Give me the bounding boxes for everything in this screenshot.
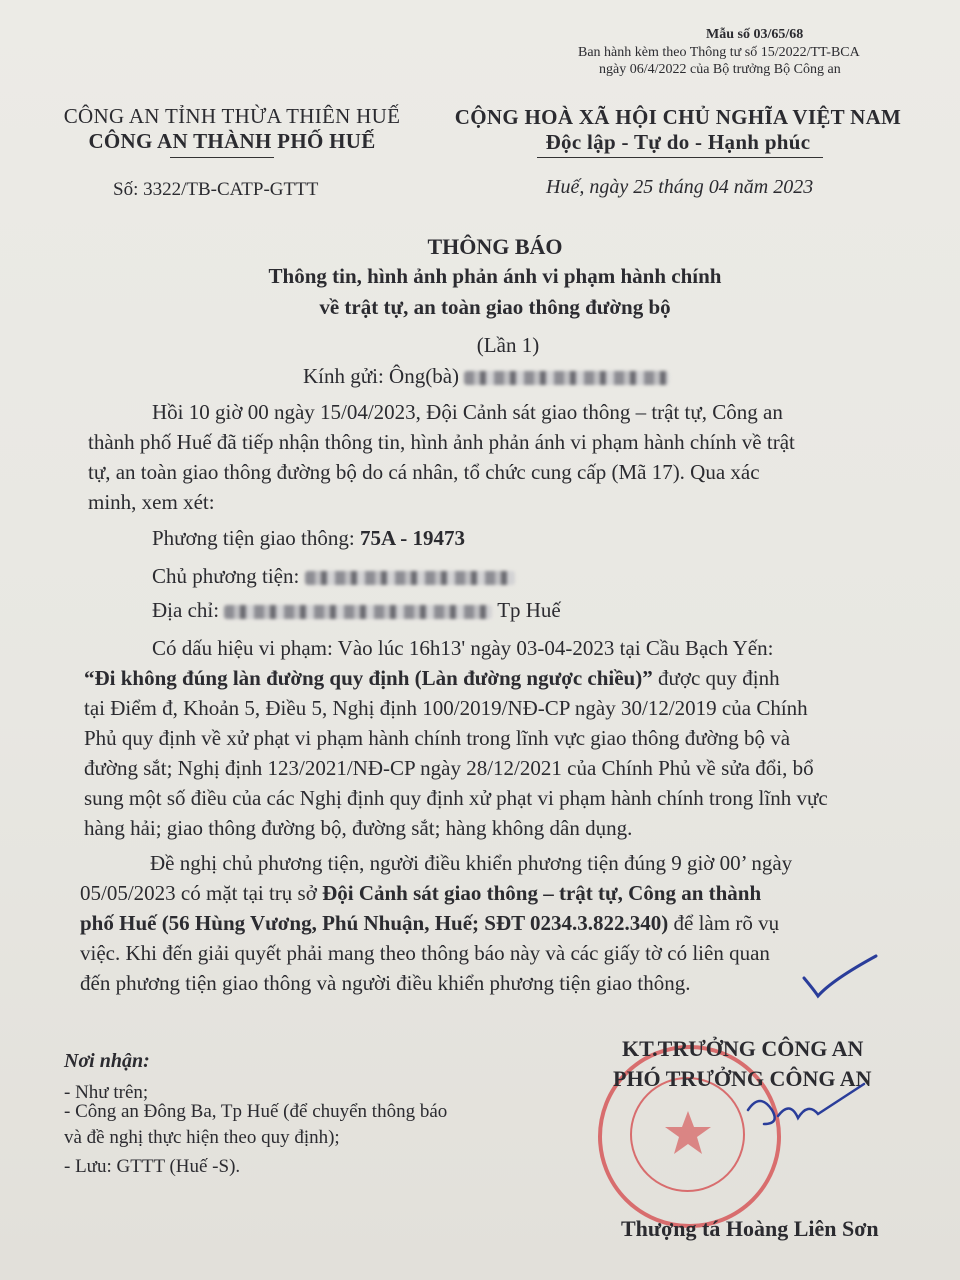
p1-line2: thành phố Huế đã tiếp nhận thông tin, hình ảnh phản ánh vi phạm hành chính về trật [88, 430, 795, 454]
violation-line4: Phủ quy định về xử phạt vi phạm hành chính trong lĩnh vực giao thông đường bộ và [84, 726, 791, 750]
violation-description: “Đi không đúng làn đường quy định (Làn đường ngược chiều)” [84, 666, 653, 690]
address-line [152, 595, 561, 626]
form-issued-line1: Ban hành kèm theo Thông tư số 15/2022/TT-BCA [578, 45, 860, 60]
form-number: Mẫu số 03/65/68 [706, 27, 804, 42]
agency-parent: CÔNG AN TỈNH THỪA THIÊN HUẾ [63, 104, 401, 128]
violation-line5: đường sắt; Nghị định 123/2021/NĐ-CP ngày 28/12/2021 của Chính Phủ về sửa đổi, bổ [84, 756, 814, 780]
nation-title: CỘNG HOÀ XÃ HỘI CHỦ NGHĨA VIỆT NAM [454, 105, 902, 129]
notice-round: (Lần 1) [476, 333, 540, 357]
request-line3 [80, 908, 779, 939]
p1-line1: Hồi 10 giờ 00 ngày 15/04/2023, Đội Cảnh sát giao thông – trật tự, Công an [152, 400, 783, 424]
recipient-item2: - Công an Đông Ba, Tp Huế (để chuyển thông báo [64, 1101, 448, 1122]
violation-line3: tại Điểm đ, Khoản 5, Điều 5, Nghị định 100/2019/NĐ-CP ngày 30/12/2019 của Chính [84, 696, 808, 720]
request-line2-a: 05/05/2023 có mặt tại trụ sở [80, 881, 323, 905]
request-office-address: phố Huế (56 Hùng Vương, Phú Nhuận, Huế; SĐT 0234.3.822.340) [80, 911, 669, 935]
violation-line6: sung một số điều của các Nghị định quy định xử phạt vi phạm hành chính trong lĩnh vực [84, 786, 828, 810]
addressee-line [303, 364, 669, 389]
agency-underline [170, 157, 274, 158]
doc-number: Số: 3322/TB-CATP-GTTT [113, 179, 319, 200]
recipient-item3: - Lưu: GTTT (Huế -S). [64, 1156, 241, 1177]
redacted-owner [305, 571, 515, 585]
request-line2 [80, 878, 761, 909]
vehicle-line [152, 523, 465, 554]
signer-name: Thượng tá Hoàng Liên Sơn [621, 1216, 879, 1241]
request-line5: đến phương tiện giao thông và người điều khiển phương tiện giao thông. [80, 971, 691, 995]
request-line4: việc. Khi đến giải quyết phải mang theo thông báo này và các giấy tờ có liên quan [80, 941, 770, 965]
redacted-name [464, 371, 669, 385]
agency-name: CÔNG AN THÀNH PHỐ HUẾ [88, 129, 376, 153]
seal-star-icon [664, 1109, 712, 1157]
redacted-address [224, 605, 492, 619]
addressee-label: Kính gửi: Ông(bà) [303, 364, 460, 388]
violation-line1: Có dấu hiệu vi phạm: Vào lúc 16h13' ngày 03-04-2023 tại Cầu Bạch Yến: [152, 636, 774, 660]
form-issued-line2: ngày 06/4/2022 của Bộ trưởng Bộ Công an [599, 62, 841, 77]
request-office: Đội Cảnh sát giao thông – trật tự, Công an thành [322, 881, 762, 905]
motto-underline [537, 157, 823, 158]
p1-line3: tự, an toàn giao thông đường bộ do cá nhân, tổ chức cung cấp (Mã 17). Qua xác [88, 460, 760, 484]
address-label: Địa chỉ: [152, 598, 225, 622]
nation-motto: Độc lập - Tự do - Hạnh phúc [545, 130, 811, 154]
place-date: Huế, ngày 25 tháng 04 năm 2023 [546, 176, 814, 198]
owner-line [152, 561, 515, 592]
vehicle-plate: 75A - 19473 [359, 526, 465, 550]
recipient-item2b: và đề nghị thực hiện theo quy định); [64, 1127, 340, 1148]
pen-checkmark [800, 950, 880, 1000]
signature-line1: KT.TRƯỞNG CÔNG AN [622, 1036, 864, 1061]
address-city: Tp Huế [497, 598, 561, 622]
violation-line7: hàng hải; giao thông đường bộ, đường sắt; hàng không dân dụng. [84, 816, 633, 840]
request-line3-rest: để làm rõ vụ [668, 911, 780, 935]
recipient-item1: - Như trên; [64, 1082, 149, 1103]
violation-line2-rest: được quy định [652, 666, 780, 690]
handwritten-signature [728, 1080, 868, 1140]
notice-subtitle1: Thông tin, hình ảnh phản ánh vi phạm hành chính [268, 264, 722, 288]
p1-line4: minh, xem xét: [88, 490, 215, 514]
recipients-heading: Nơi nhận: [64, 1050, 150, 1072]
owner-label: Chủ phương tiện: [152, 564, 305, 588]
notice-title: THÔNG BÁO [427, 234, 563, 259]
vehicle-label: Phương tiện giao thông: [152, 526, 360, 550]
request-line1: Đề nghị chủ phương tiện, người điều khiển phương tiện đúng 9 giờ 00’ ngày [150, 851, 793, 875]
notice-subtitle2: về trật tự, an toàn giao thông đường bộ [319, 295, 671, 319]
signature-line2: PHÓ TRƯỞNG CÔNG AN [613, 1066, 872, 1091]
violation-line2 [84, 663, 780, 694]
